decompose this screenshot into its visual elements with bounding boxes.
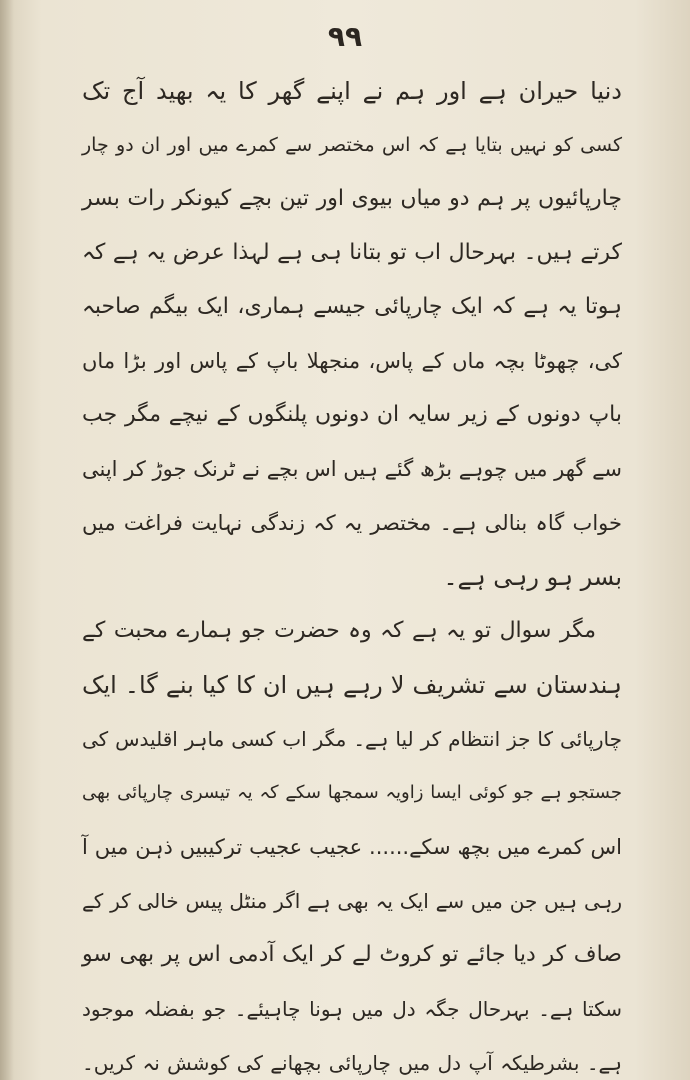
text-line: باپ دونوں کے زیر سایہ ان دونوں پلنگوں کے نیچے مگر جب [82,402,622,427]
text-line: ہندستان سے تشریف لا رہے ہیں ان کا کیا بنے گا۔ ایک [82,671,622,699]
text-line: چارپائیوں پر ہم دو میاں بیوی اور تین بچے کیونکر رات بسر [82,186,622,211]
text-line: جستجو ہے جو کوئی ایسا زاویہ سمجھا سکے کہ یہ تیسری چارپائی بھی [82,782,622,803]
text-line: بسر ہو رہی ہے۔ [443,563,622,591]
text-line: مگر سوال تو یہ ہے کہ وہ حضرت جو ہمارے محبت کے [82,618,596,643]
text-line: صاف کر دیا جائے تو کروٹ لے کر ایک آدمی اس پر بھی سو [82,942,622,967]
text-line: دنیا حیران ہے اور ہم نے اپنے گھر کا یہ بھید آج تک [82,77,622,105]
body-text [82,64,622,1080]
text-line: کی، چھوٹا بچہ ماں کے پاس، منجھلا باپ کے پاس اور بڑا ماں [82,349,622,373]
text-line: سے گھر میں چوہے بڑھ گئے ہیں اس بچے نے ٹرنک جوڑ کر اپنی [82,457,622,481]
text-line: اس کمرے میں بچھ سکے...... عجیب عجیب ترکیبیں ذہن میں آ [82,835,622,859]
text-line: ہوتا یہ ہے کہ ایک چارپائی جیسے ہماری، ایک بیگم صاحبہ [82,294,622,319]
text-line: کسی کو نہیں بتایا ہے کہ اس مختصر سے کمرے میں اور ان دو چار [82,134,622,156]
page-number: ۹۹ [327,20,363,53]
text-line: رہی ہیں جن میں سے ایک یہ بھی ہے اگر منٹل پیس خالی کر کے [82,889,622,913]
text-line: ہے۔ بشرطیکہ آپ دل میں چارپائی بچھانے کی کوشش نہ کریں۔ [82,1051,622,1075]
text-line: چارپائی کا جز انتظام کر لیا ہے۔ مگر اب کسی ماہر اقلیدس کی [82,727,622,751]
text-line: سکتا ہے۔ بہرحال جگہ دل میں ہونا چاہیئے۔ جو بفضلہ موجود [82,997,622,1021]
text-line: کرتے ہیں۔ بہرحال اب تو بتانا ہی ہے لہذا عرض یہ ہے کہ [82,240,622,265]
text-line: خواب گاہ بنالی ہے۔ مختصر یہ کہ زندگی نہایت فراغت میں [82,511,622,535]
